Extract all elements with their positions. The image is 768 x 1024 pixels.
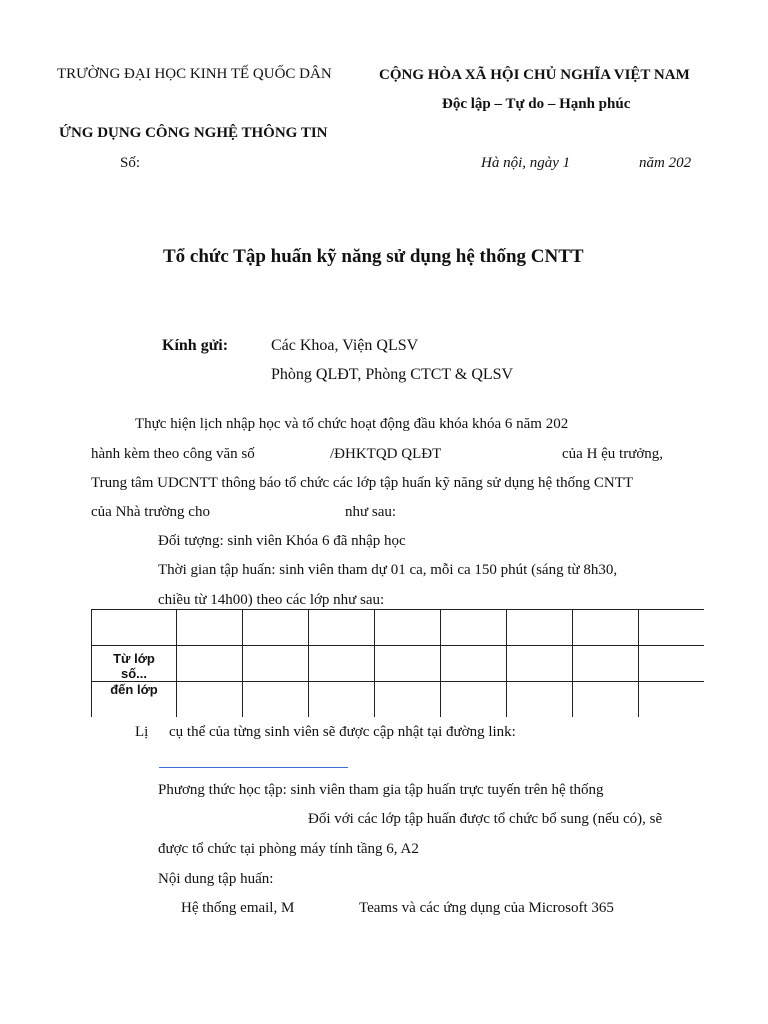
- recipient-line-1: Các Khoa, Viện QLSV: [271, 337, 419, 354]
- national-title: CỘNG HÒA XÃ HỘI CHỦ NGHĨA VIỆT NAM: [379, 67, 690, 83]
- table-cell: [309, 682, 375, 718]
- date-location: Hà nội, ngày 1: [481, 155, 571, 171]
- row-header-line: đến lớp: [110, 682, 158, 697]
- document-number-label: Số:: [120, 155, 141, 171]
- study-method: Phương thức học tập: sinh viên tham gia tập huấn trực tuyến trên hệ thống: [158, 782, 604, 798]
- paragraph-line: Trung tâm UDCNTT thông báo tổ chức các lớp tập huấn kỹ năng sử dụng hệ thống CNTT: [91, 475, 634, 491]
- paragraph-line: /ĐHKTQD QLĐT: [330, 446, 442, 462]
- schedule-note-start: Lị: [135, 724, 149, 740]
- table-row: [92, 682, 705, 718]
- table-cell: [573, 610, 639, 646]
- table-cell: [441, 646, 507, 682]
- table-cell: [507, 610, 573, 646]
- table-cell: [507, 682, 573, 718]
- table-cell: [243, 610, 309, 646]
- table-cell: [375, 646, 441, 682]
- table-cell: [507, 646, 573, 682]
- content-label: Nội dung tập huấn:: [158, 871, 274, 887]
- table-cell: [92, 610, 177, 646]
- document-title: Tổ chức Tập huấn kỹ năng sử dụng hệ thống CNTT: [163, 246, 584, 267]
- table-cell: [243, 646, 309, 682]
- schedule-note: cụ thể của từng sinh viên sẽ được cập nhật tại đường link:: [169, 724, 516, 740]
- row-header-cell: [92, 646, 177, 682]
- paragraph-line: Thực hiện lịch nhập học và tổ chức hoạt động đầu khóa khóa 6 năm 202: [135, 416, 569, 432]
- paragraph-line: như sau:: [345, 504, 397, 520]
- row-header-line: Từ lớp: [113, 651, 155, 666]
- table-cell: [375, 610, 441, 646]
- table-cell: [243, 682, 309, 718]
- table-cell: [573, 646, 639, 682]
- paragraph-line: của Nhà trường cho: [91, 504, 210, 520]
- study-method-location: được tổ chức tại phòng máy tính tầng 6, A2: [158, 841, 419, 857]
- table-row: [92, 610, 705, 646]
- recipients-label: Kính gửi:: [162, 337, 229, 354]
- schedule-link[interactable]: [159, 767, 348, 768]
- paragraph-line: hành kèm theo công văn số: [91, 446, 255, 462]
- date-year: năm 202: [639, 155, 692, 171]
- table-row: [92, 646, 705, 682]
- training-time: Thời gian tập huấn: sinh viên tham dự 01 ca, mỗi ca 150 phút (sáng từ 8h30,: [158, 562, 618, 578]
- table-cell: [441, 610, 507, 646]
- recipient-line-2: Phòng QLĐT, Phòng CTCT & QLSV: [271, 366, 514, 383]
- table-cell: [639, 610, 705, 646]
- table-cell: [309, 646, 375, 682]
- table-cell: [441, 682, 507, 718]
- table-cell: [177, 646, 243, 682]
- university-name: TRƯỜNG ĐẠI HỌC KINH TẾ QUỐC DÂN: [57, 66, 332, 82]
- table-cell: [639, 646, 705, 682]
- paragraph-line: của H ệu trưởng,: [562, 446, 664, 462]
- table-cell: [573, 682, 639, 718]
- table-cell: [639, 682, 705, 718]
- table-cell: [177, 682, 243, 718]
- table-cell: [309, 610, 375, 646]
- row-header-cell: [92, 682, 177, 718]
- national-motto: Độc lập – Tự do – Hạnh phúc: [442, 96, 631, 112]
- schedule-table: [91, 609, 704, 717]
- table-cell: [177, 610, 243, 646]
- training-time-cont: chiều từ 14h00) theo các lớp như sau:: [158, 592, 385, 608]
- study-method-cont: Đối với các lớp tập huấn được tổ chức bổ sung (nếu có), sẽ: [308, 811, 663, 827]
- content-item-cont: Teams và các ứng dụng của Microsoft 365: [359, 900, 614, 916]
- content-item: Hệ thống email, M: [181, 900, 295, 916]
- center-name: ỨNG DỤNG CÔNG NGHỆ THÔNG TIN: [59, 125, 328, 141]
- target-audience: Đối tượng: sinh viên Khóa 6 đã nhập học: [158, 533, 406, 549]
- table-cell: [375, 682, 441, 718]
- row-header-line: số...: [120, 666, 147, 681]
